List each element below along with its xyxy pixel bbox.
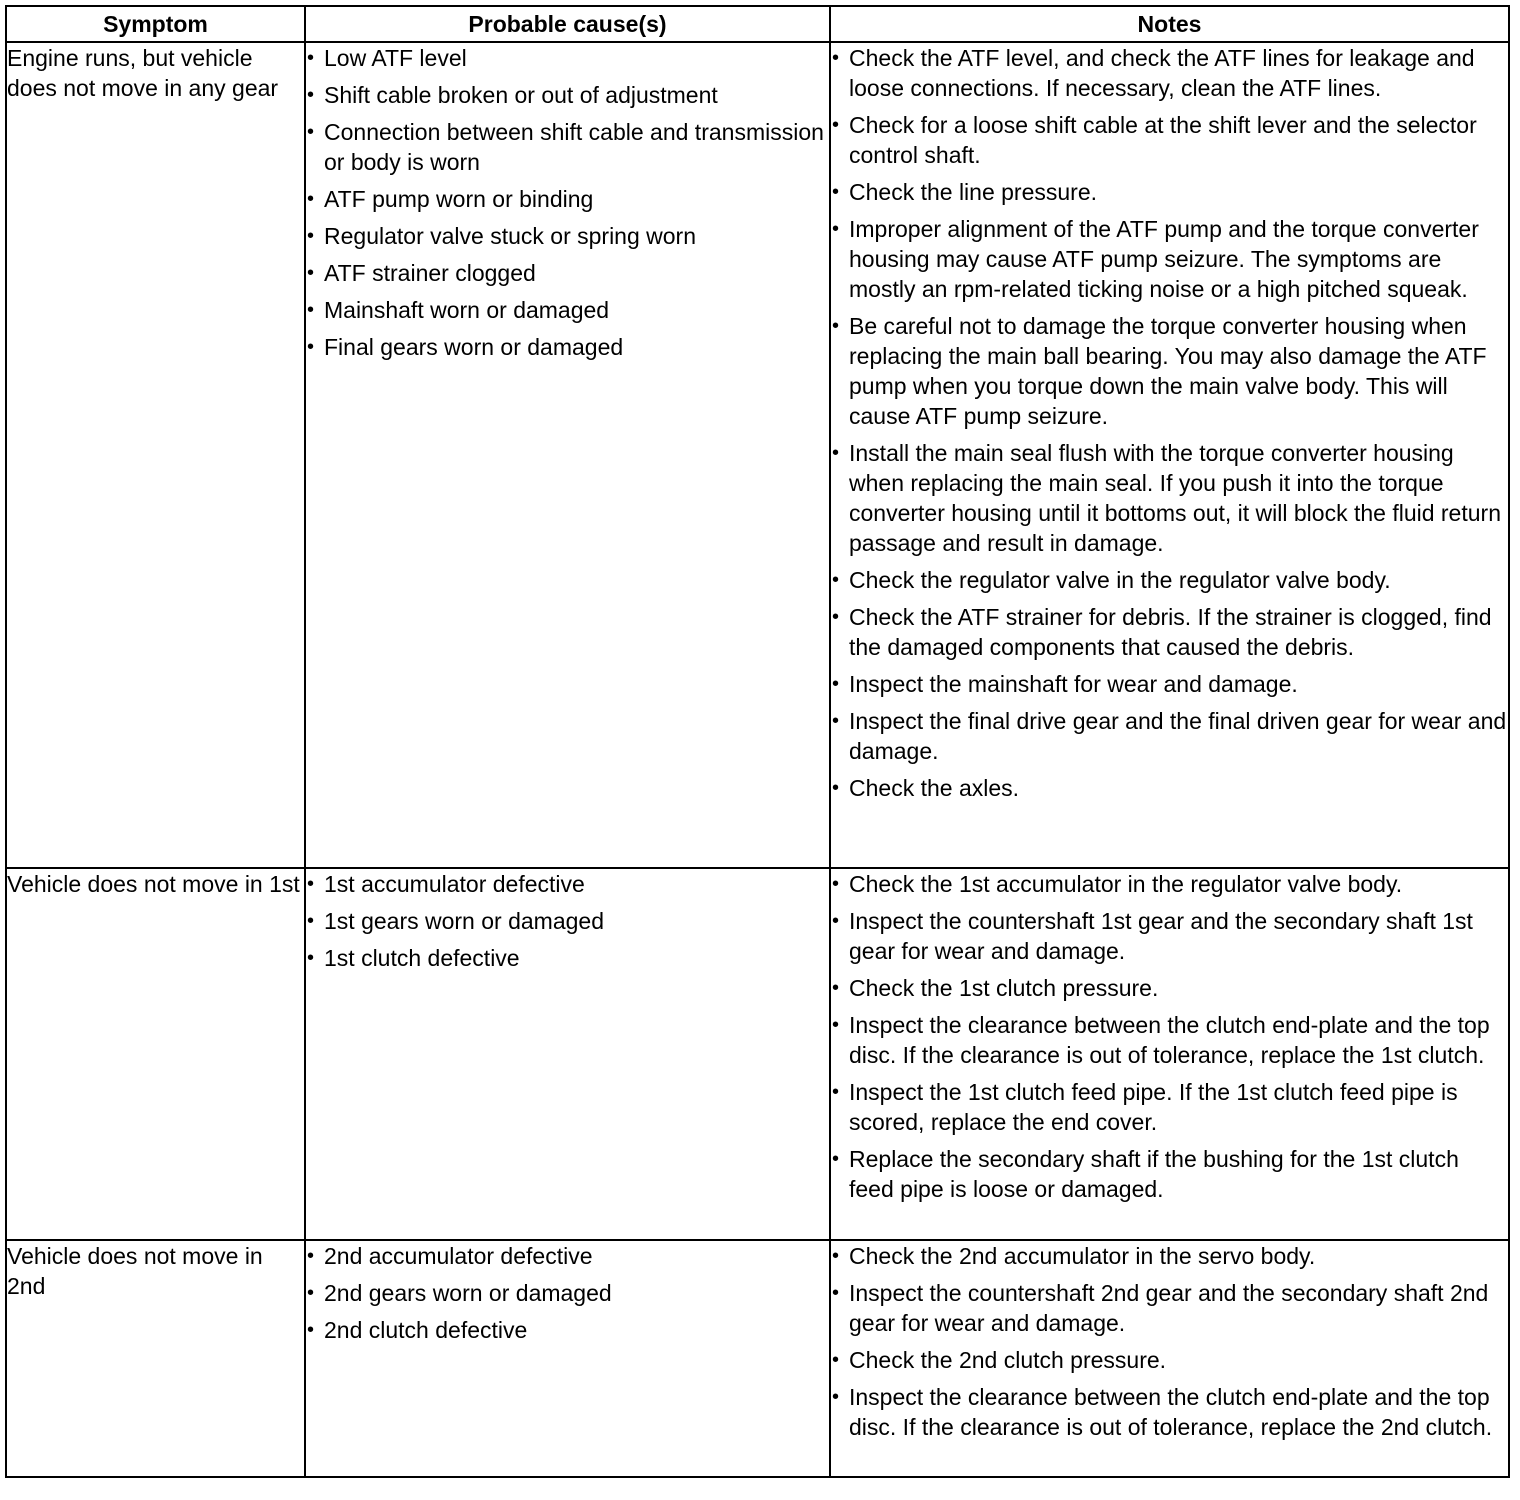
header-probable-causes: Probable cause(s) <box>305 6 830 42</box>
bullet-icon: • <box>832 442 840 464</box>
bullet-icon: • <box>307 336 315 358</box>
cause-item <box>306 221 829 251</box>
note-item-text: Replace the secondary shaft if the bushing for the 1st clutch feed pipe is loose or damaged. <box>849 1146 1459 1202</box>
note-item-text: Inspect the countershaft 2nd gear and the secondary shaft 2nd gear for wear and damage. <box>849 1280 1489 1336</box>
table-row <box>6 42 1509 868</box>
note-item <box>831 1382 1508 1442</box>
note-item-text: Inspect the final drive gear and the final driven gear for wear and damage. <box>849 708 1507 764</box>
bullet-icon: • <box>832 218 840 240</box>
note-item-text: Check the axles. <box>849 775 1020 801</box>
cause-item <box>306 80 829 110</box>
causes-cell <box>305 42 830 868</box>
note-item <box>831 706 1508 766</box>
note-item-text: Check the 2nd accumulator in the servo body. <box>849 1243 1316 1269</box>
bullet-icon: • <box>832 181 840 203</box>
note-item <box>831 869 1508 899</box>
cause-item-text: 2nd gears worn or damaged <box>324 1280 612 1306</box>
bullet-icon: • <box>307 873 315 895</box>
note-item-text: Check the 1st clutch pressure. <box>849 975 1159 1001</box>
causes-cell <box>305 1240 830 1477</box>
cause-item <box>306 295 829 325</box>
bullet-icon: • <box>832 1081 840 1103</box>
note-item <box>831 311 1508 431</box>
note-item-text: Check for a loose shift cable at the shift lever and the selector control shaft. <box>849 112 1477 168</box>
notes-list <box>831 43 1508 803</box>
bullet-icon: • <box>832 569 840 591</box>
note-item <box>831 565 1508 595</box>
cause-item-text: 1st accumulator defective <box>324 871 585 897</box>
note-item <box>831 906 1508 966</box>
cause-item <box>306 184 829 214</box>
troubleshooting-table <box>5 5 1510 1478</box>
cause-item <box>306 1315 829 1345</box>
note-item <box>831 773 1508 803</box>
cause-item <box>306 1278 829 1308</box>
notes-cell <box>830 1240 1509 1477</box>
note-item <box>831 1010 1508 1070</box>
symptom-cell: Vehicle does not move in 2nd <box>6 1240 305 1477</box>
table-header <box>6 6 1509 42</box>
bullet-icon: • <box>832 977 840 999</box>
bullet-icon: • <box>832 710 840 732</box>
note-item <box>831 43 1508 103</box>
note-item <box>831 214 1508 304</box>
note-item <box>831 1278 1508 1338</box>
bullet-icon: • <box>307 947 315 969</box>
note-item-text: Inspect the clearance between the clutch end-plate and the top disc. If the clearance is out of tolerance, replace the 2nd clutch. <box>849 1384 1493 1440</box>
table-row <box>6 1240 1509 1477</box>
bullet-icon: • <box>832 114 840 136</box>
note-item-text: Check the 2nd clutch pressure. <box>849 1347 1167 1373</box>
cause-item-text: Shift cable broken or out of adjustment <box>324 82 718 108</box>
bullet-icon: • <box>307 1319 315 1341</box>
bullet-icon: • <box>832 873 840 895</box>
cause-item-text: 2nd accumulator defective <box>324 1243 593 1269</box>
note-item-text: Improper alignment of the ATF pump and the torque converter housing may cause ATF pump seizure. The symptoms are mostly an rpm-related ticking noise or a high pitched squeak. <box>849 216 1479 302</box>
cause-item <box>306 1241 829 1271</box>
cause-item <box>306 869 829 899</box>
bullet-icon: • <box>307 299 315 321</box>
causes-cell <box>305 868 830 1240</box>
note-item <box>831 973 1508 1003</box>
note-item <box>831 1241 1508 1271</box>
bullet-icon: • <box>832 315 840 337</box>
bullet-icon: • <box>307 225 315 247</box>
cause-item-text: Regulator valve stuck or spring worn <box>324 223 696 249</box>
note-item-text: Inspect the mainshaft for wear and damage. <box>849 671 1298 697</box>
cause-item <box>306 258 829 288</box>
bullet-icon: • <box>832 673 840 695</box>
table-body <box>6 42 1509 1477</box>
bullet-icon: • <box>832 606 840 628</box>
cause-item-text: 1st gears worn or damaged <box>324 908 604 934</box>
bullet-icon: • <box>307 1245 315 1267</box>
causes-list <box>306 1241 829 1345</box>
bullet-icon: • <box>832 1148 840 1170</box>
bullet-icon: • <box>307 262 315 284</box>
notes-cell <box>830 42 1509 868</box>
notes-list <box>831 1241 1508 1442</box>
note-item <box>831 1144 1508 1204</box>
bullet-icon: • <box>307 188 315 210</box>
table-row <box>6 868 1509 1240</box>
symptom-cell: Engine runs, but vehicle does not move in any gear <box>6 42 305 868</box>
note-item <box>831 1077 1508 1137</box>
header-row <box>6 6 1509 42</box>
cause-item-text: Mainshaft worn or damaged <box>324 297 610 323</box>
note-item <box>831 110 1508 170</box>
header-symptom: Symptom <box>6 6 305 42</box>
cause-item <box>306 906 829 936</box>
symptom-cell: Vehicle does not move in 1st <box>6 868 305 1240</box>
bullet-icon: • <box>832 1386 840 1408</box>
bullet-icon: • <box>307 47 315 69</box>
cause-item <box>306 943 829 973</box>
note-item <box>831 438 1508 558</box>
cause-item-text: 1st clutch defective <box>324 945 520 971</box>
bullet-icon: • <box>307 910 315 932</box>
bullet-icon: • <box>832 1014 840 1036</box>
bullet-icon: • <box>307 84 315 106</box>
bullet-icon: • <box>832 1349 840 1371</box>
cause-item-text: Final gears worn or damaged <box>324 334 624 360</box>
note-item-text: Inspect the 1st clutch feed pipe. If the 1st clutch feed pipe is scored, replace the end cover. <box>849 1079 1458 1135</box>
cause-item-text: Connection between shift cable and transmission or body is worn <box>324 119 824 175</box>
cause-item-text: Low ATF level <box>324 45 467 71</box>
note-item <box>831 177 1508 207</box>
causes-list <box>306 43 829 362</box>
bullet-icon: • <box>832 777 840 799</box>
cause-item <box>306 332 829 362</box>
bullet-icon: • <box>307 1282 315 1304</box>
causes-list <box>306 869 829 973</box>
note-item-text: Inspect the countershaft 1st gear and the secondary shaft 1st gear for wear and damage. <box>849 908 1473 964</box>
note-item <box>831 602 1508 662</box>
bullet-icon: • <box>832 1245 840 1267</box>
cause-item <box>306 117 829 177</box>
cause-item-text: 2nd clutch defective <box>324 1317 528 1343</box>
note-item <box>831 669 1508 699</box>
bullet-icon: • <box>307 121 315 143</box>
note-item-text: Be careful not to damage the torque converter housing when replacing the main ball bearing. You may also damage the ATF pump when you torque down the main valve body. This will cause ATF pump seizure. <box>849 313 1487 429</box>
note-item <box>831 1345 1508 1375</box>
bullet-icon: • <box>832 1282 840 1304</box>
cause-item-text: ATF strainer clogged <box>324 260 536 286</box>
cause-item-text: ATF pump worn or binding <box>324 186 594 212</box>
note-item-text: Check the ATF level, and check the ATF lines for leakage and loose connections. If necessary, clean the ATF lines. <box>849 45 1475 101</box>
bullet-icon: • <box>832 910 840 932</box>
notes-cell <box>830 868 1509 1240</box>
cause-item <box>306 43 829 73</box>
bullet-icon: • <box>832 47 840 69</box>
note-item-text: Check the regulator valve in the regulator valve body. <box>849 567 1391 593</box>
note-item-text: Install the main seal flush with the torque converter housing when replacing the main seal. If you push it into the torque converter housing until it bottoms out, it will block the fluid return passage and result in damage. <box>849 440 1501 556</box>
notes-list <box>831 869 1508 1204</box>
header-notes: Notes <box>830 6 1509 42</box>
note-item-text: Check the 1st accumulator in the regulator valve body. <box>849 871 1403 897</box>
note-item-text: Inspect the clearance between the clutch end-plate and the top disc. If the clearance is out of tolerance, replace the 1st clutch. <box>849 1012 1490 1068</box>
note-item-text: Check the ATF strainer for debris. If the strainer is clogged, find the damaged components that caused the debris. <box>849 604 1492 660</box>
note-item-text: Check the line pressure. <box>849 179 1098 205</box>
